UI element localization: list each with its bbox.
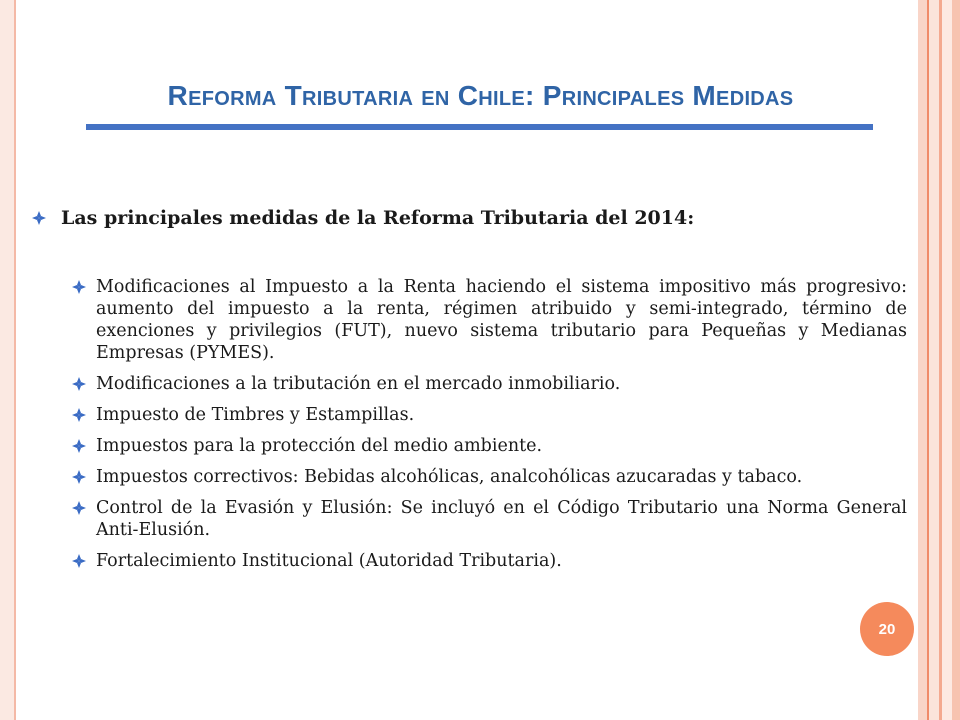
left-border-frame xyxy=(0,0,16,720)
diamond-bullet-icon xyxy=(72,280,86,294)
diamond-bullet-icon xyxy=(72,439,86,453)
diamond-bullet-icon xyxy=(32,211,46,225)
list-item-text: Modificaciones a la tributación en el mercado inmobiliario. xyxy=(96,374,621,394)
diamond-bullet-icon xyxy=(72,501,86,515)
list-item-text: Impuestos para la protección del medio ambiente. xyxy=(96,436,543,456)
measures-list xyxy=(72,276,907,581)
list-item xyxy=(72,404,907,426)
right-border-stripes xyxy=(918,0,960,720)
list-item xyxy=(72,497,907,541)
list-item xyxy=(72,435,907,457)
list-item-text: Impuestos correctivos: Bebidas alcohólicas, analcohólicas azucaradas y tabaco. xyxy=(96,467,803,487)
list-item-text: Impuesto de Timbres y Estampillas. xyxy=(96,405,415,425)
diamond-bullet-icon xyxy=(72,470,86,484)
main-bullet xyxy=(32,207,892,229)
title-underline xyxy=(86,124,873,130)
page-number-badge: 20 xyxy=(860,602,914,656)
list-item xyxy=(72,276,907,364)
list-item xyxy=(72,373,907,395)
list-item-text: Modificaciones al Impuesto a la Renta haciendo el sistema impositivo más progresivo: aumento del impuesto a la renta, régimen atribuido y semi-integrado, término de exenciones y privilegios (FUT), nuevo sistema tributario para Pequeñas y Medianas Empresas (PYMES). xyxy=(96,277,907,363)
list-item-text: Fortalecimiento Institucional (Autoridad Tributaria). xyxy=(96,551,562,571)
list-item-text: Control de la Evasión y Elusión: Se incluyó en el Código Tributario una Norma General Anti-Elusión. xyxy=(96,498,907,540)
list-item xyxy=(72,466,907,488)
main-heading: Las principales medidas de la Reforma Tributaria del 2014: xyxy=(61,207,695,229)
diamond-bullet-icon xyxy=(72,377,86,391)
diamond-bullet-icon xyxy=(72,554,86,568)
list-item xyxy=(72,550,907,572)
slide-title: Reforma Tributaria en Chile: Principales Medidas xyxy=(167,80,794,111)
diamond-bullet-icon xyxy=(72,408,86,422)
